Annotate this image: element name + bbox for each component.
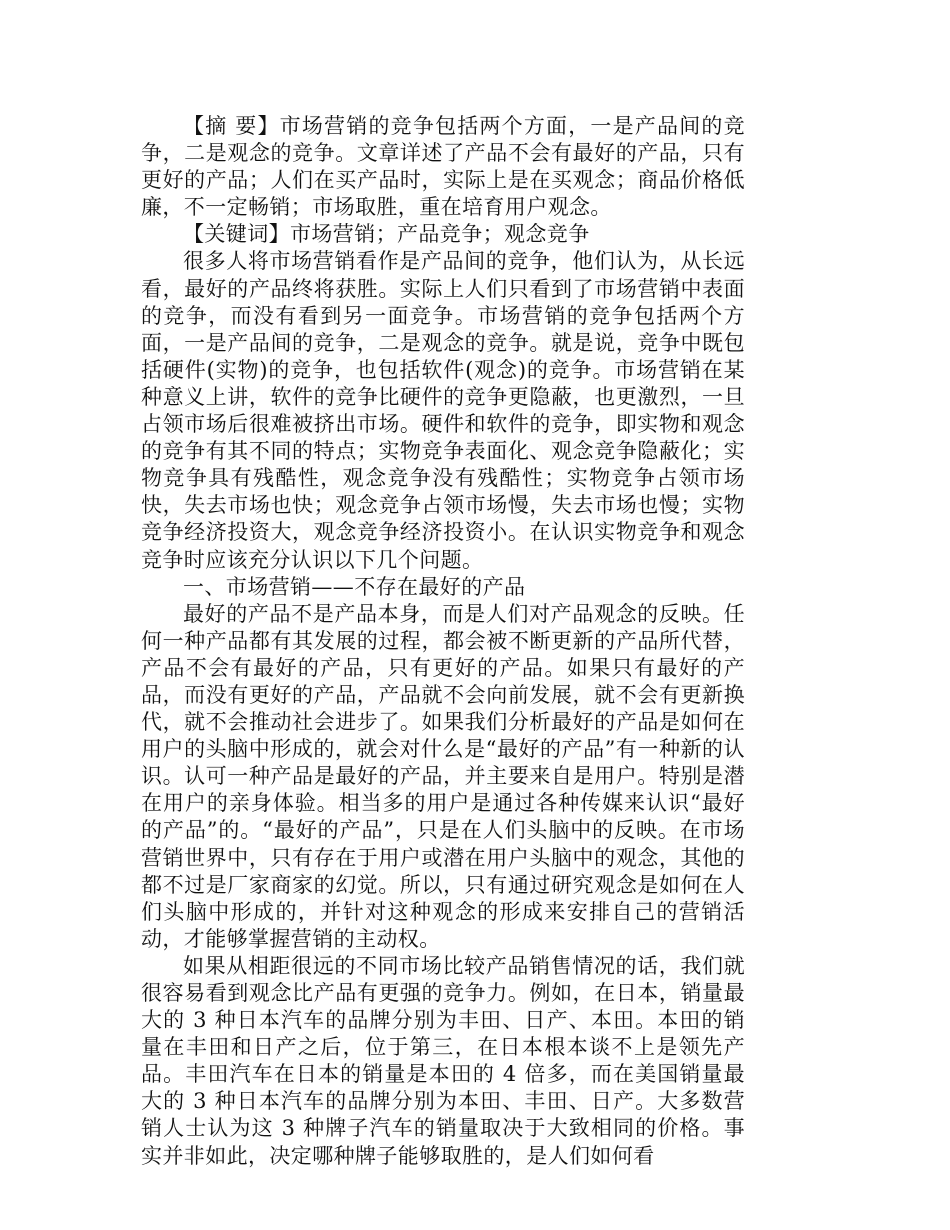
- intro-paragraph: 很多人将市场营销看作是产品间的竞争，他们认为，从长远看，最好的产品终将获胜。实际上人们只看到了市场营销中表面的竞争，而没有看到另一面竞争。市场营销的竞争包括两个方面，一是产品间的竞争，二是观念的竞争。就是说，竞争中既包括硬件(实物)的竞争，也包括软件(观念)的竞争。市场营销在某种意义上讲，软件的竞争比硬件的竞争更隐蔽，也更激烈，一旦占领市场后很难被挤出市场。硬件和软件的竞争，即实物和观念的竞争有其不同的特点；实物竞争表面化、观念竞争隐蔽化；实物竞争具有残酷性，观念竞争没有残酷性；实物竞争占领市场快，失去市场也快；观念竞争占领市场慢，失去市场也慢；实物竞争经济投资大，观念竞争经济投资小。在认识实物竞争和观念竞争时应该充分认识以下几个问题。: [141, 249, 745, 572]
- keywords-paragraph: 【关键词】市场营销；产品竞争；观念竞争: [183, 222, 590, 247]
- article-body: [141, 113, 745, 1170]
- body-paragraph-1: 最好的产品不是产品本身，而是人们对产品观念的反映。任何一种产品都有其发展的过程，都会被不断更新的产品所代替，产品不会有最好的产品，只有更好的产品。如果只有最好的产品，而没有更好的产品，产品就不会向前发展，就不会有更新换代，就不会推动社会进步了。如果我们分析最好的产品是如何在用户的头脑中形成的，就会对什么是“最好的产品”有一种新的认识。认可一种产品是最好的产品，并主要来自是用户。特别是潜在用户的亲身体验。相当多的用户是通过各种传媒来认识“最好的产品”的。“最好的产品”，只是在人们头脑中的反映。在市场营销世界中，只有存在于用户或潜在用户头脑中的观念，其他的都不过是厂家商家的幻觉。所以，只有通过研究观念是如何在人们头脑中形成的，并针对这种观念的形成来安排自己的营销活动，才能够掌握营销的主动权。: [141, 601, 745, 951]
- abstract-paragraph: 【摘 要】市场营销的竞争包括两个方面，一是产品间的竞争，二是观念的竞争。文章详述了产品不会有最好的产品，只有更好的产品；人们在买产品时，实际上是在买观念；商品价格低廉，不一定畅销；市场取胜，重在培育用户观念。: [141, 114, 745, 220]
- section-heading-1: 一、市场营销——不存在最好的产品: [183, 574, 526, 599]
- body-paragraph-2: 如果从相距很远的不同市场比较产品销售情况的话，我们就很容易看到观念比产品有更强的竞争力。例如，在日本，销量最大的 3 种日本汽车的品牌分别为丰田、日产、本田。本田的销量在丰田和日产之后，位于第三，在日本根本谈不上是领先产品。丰田汽车在日本的销量是本田的 4 倍多，而在美国销量最大的 3 种日本汽车的品牌分别为本田、丰田、日产。大多数营销人士认为这 3 种牌子汽车的销量取决于大致相同的价格。事实并非如此，决定哪种牌子能够取胜的，是人们如何看: [141, 953, 745, 1168]
